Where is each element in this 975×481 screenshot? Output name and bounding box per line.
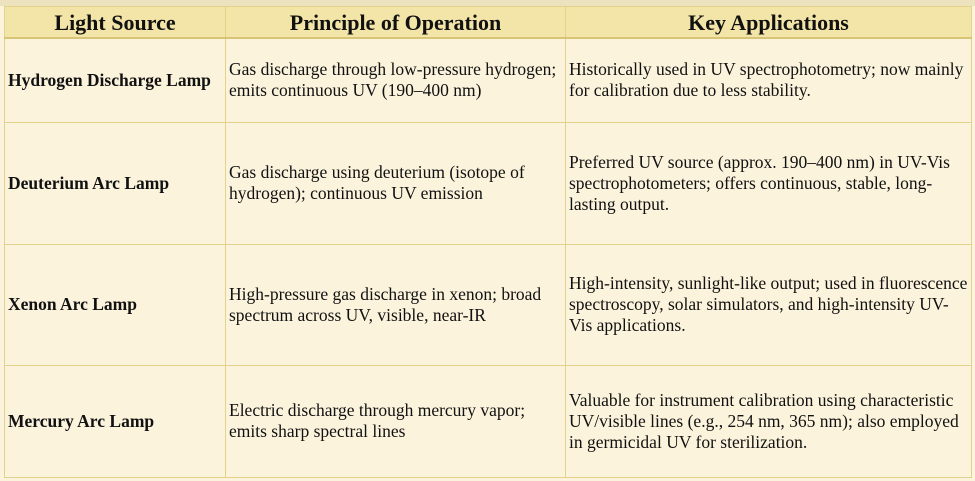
cell-principle: Gas discharge using deuterium (isotope of hydrogen); continuous UV emission (226, 122, 566, 244)
header-key-applications: Key Applications (566, 7, 972, 39)
cell-source-name: Hydrogen Discharge Lamp (5, 38, 226, 122)
header-light-source: Light Source (5, 7, 226, 39)
header-principle-of-operation: Principle of Operation (226, 7, 566, 39)
cell-source-name: Xenon Arc Lamp (5, 245, 226, 365)
table-row-mercury (5, 365, 972, 477)
cell-principle: Gas discharge through low-pressure hydrogen; emits continuous UV (190–400 nm) (226, 38, 566, 122)
table-row-deuterium (5, 122, 972, 244)
light-source-table (4, 6, 972, 478)
cell-principle: High-pressure gas discharge in xenon; broad spectrum across UV, visible, near-IR (226, 245, 566, 365)
cell-source-name: Deuterium Arc Lamp (5, 122, 226, 244)
table-row-xenon (5, 245, 972, 365)
cell-applications: High-intensity, sunlight-like output; used in fluorescence spectroscopy, solar simulators, and high-intensity UV-Vis applications. (566, 245, 972, 365)
cell-applications: Historically used in UV spectrophotometry; now mainly for calibration due to less stability. (566, 38, 972, 122)
cell-source-name: Mercury Arc Lamp (5, 365, 226, 477)
cell-applications: Preferred UV source (approx. 190–400 nm) in UV-Vis spectrophotometers; offers continuous, stable, long-lasting output. (566, 122, 972, 244)
cell-applications: Valuable for instrument calibration using characteristic UV/visible lines (e.g., 254 nm, 365 nm); also employed in germicidal UV for sterilization. (566, 365, 972, 477)
cell-principle: Electric discharge through mercury vapor; emits sharp spectral lines (226, 365, 566, 477)
table-header-row (5, 7, 972, 39)
table-row-hydrogen (5, 38, 972, 122)
